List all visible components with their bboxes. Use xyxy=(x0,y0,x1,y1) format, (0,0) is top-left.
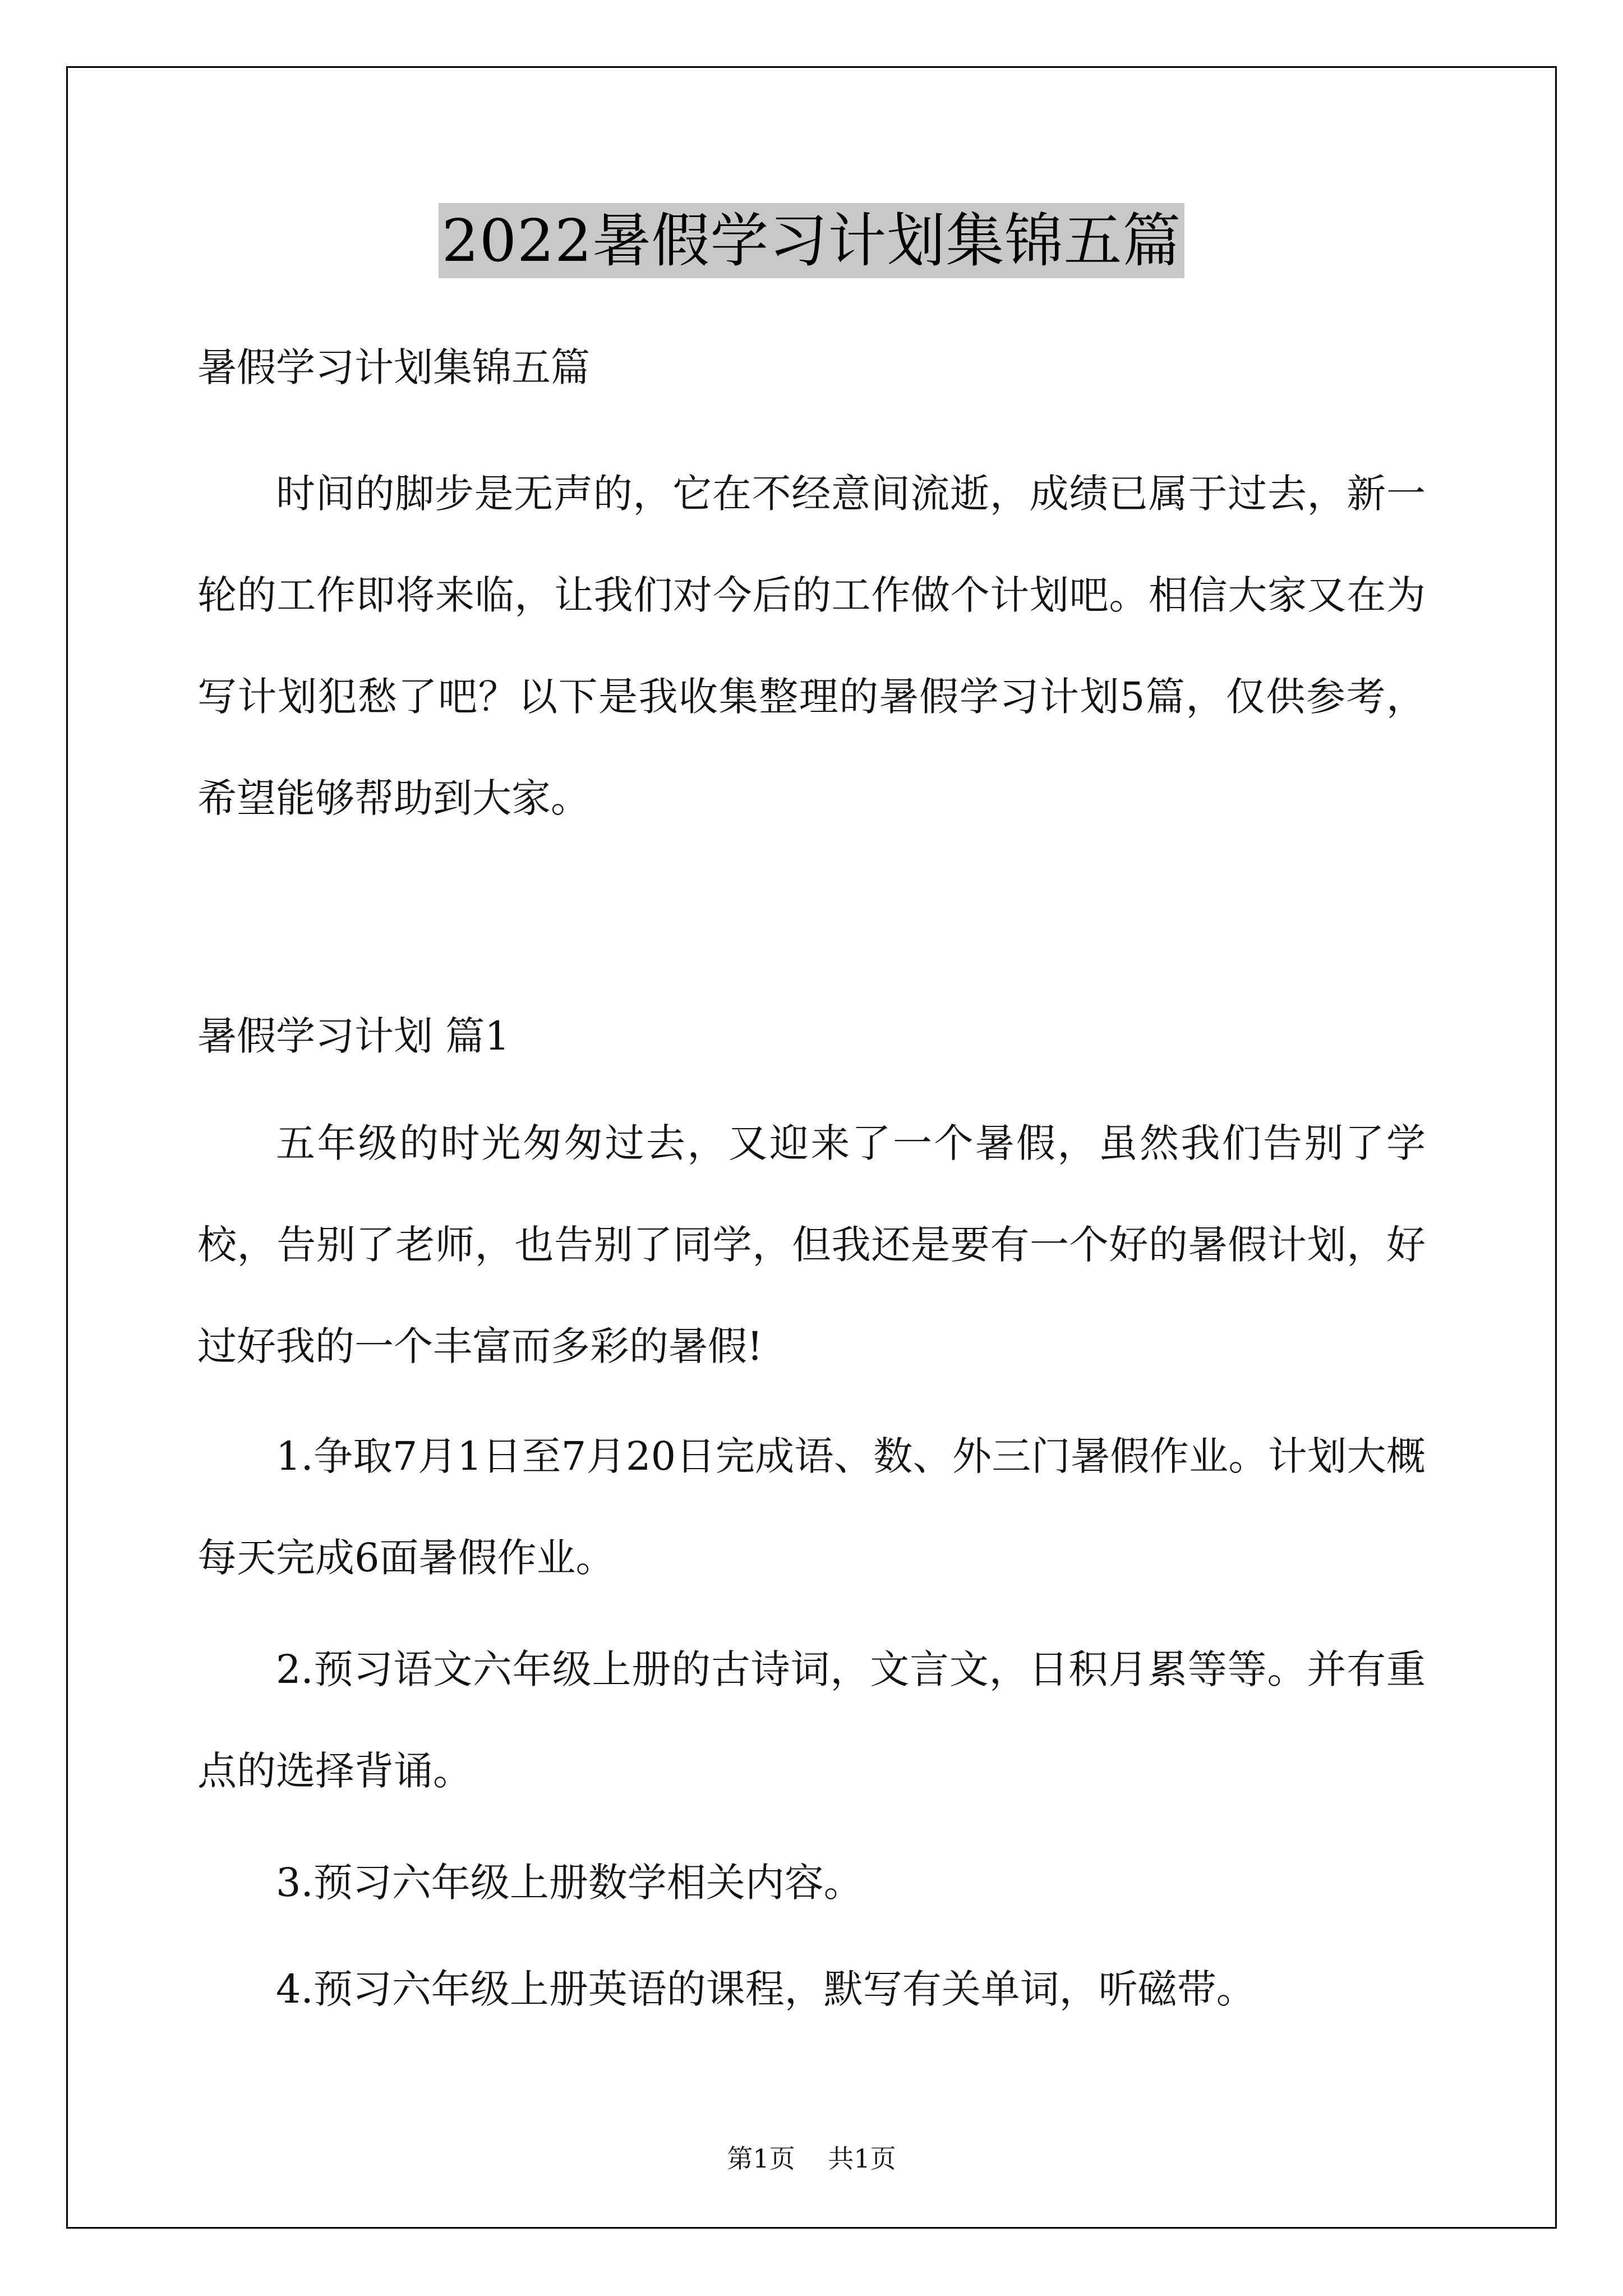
document-subtitle: 暑假学习计划集锦五篇 xyxy=(197,344,590,390)
title-container xyxy=(0,203,1623,278)
document-title: 2022暑假学习计划集锦五篇 xyxy=(439,203,1185,278)
paragraph-1: 五年级的时光匆匆过去，又迎来了一个暑假，虽然我们告别了学校，告别了老师，也告别了同学，但我还是要有一个好的暑假计划，好过好我的一个丰富而多彩的暑假! xyxy=(197,1120,1426,1369)
page-footer xyxy=(0,2138,1623,2175)
paragraph-2: 1.争取7月1日至7月20日完成语、数、外三门暑假作业。计划大概每天完成6面暑假作业。 xyxy=(197,1433,1426,1581)
page-total: 共1页 xyxy=(828,2143,896,2174)
section-heading: 暑假学习计划 篇1 xyxy=(197,1013,510,1059)
page-number: 第1页 xyxy=(727,2143,795,2174)
paragraph-4: 3.预习六年级上册数学相关内容。 xyxy=(276,1860,863,1906)
intro-paragraph: 时间的脚步是无声的，它在不经意间流逝，成绩已属于过去，新一轮的工作即将来临，让我们对今后的工作做个计划吧。相信大家又在为写计划犯愁了吧？以下是我收集整理的暑假学习计划5篇，仅供参考，希望能够帮助到大家。 xyxy=(197,471,1426,821)
paragraph-5: 4.预习六年级上册英语的课程，默写有关单词，听磁带。 xyxy=(276,1966,1256,2012)
paragraph-3: 2.预习语文六年级上册的古诗词，文言文，日积月累等等。并有重点的选择背诵。 xyxy=(197,1646,1426,1794)
